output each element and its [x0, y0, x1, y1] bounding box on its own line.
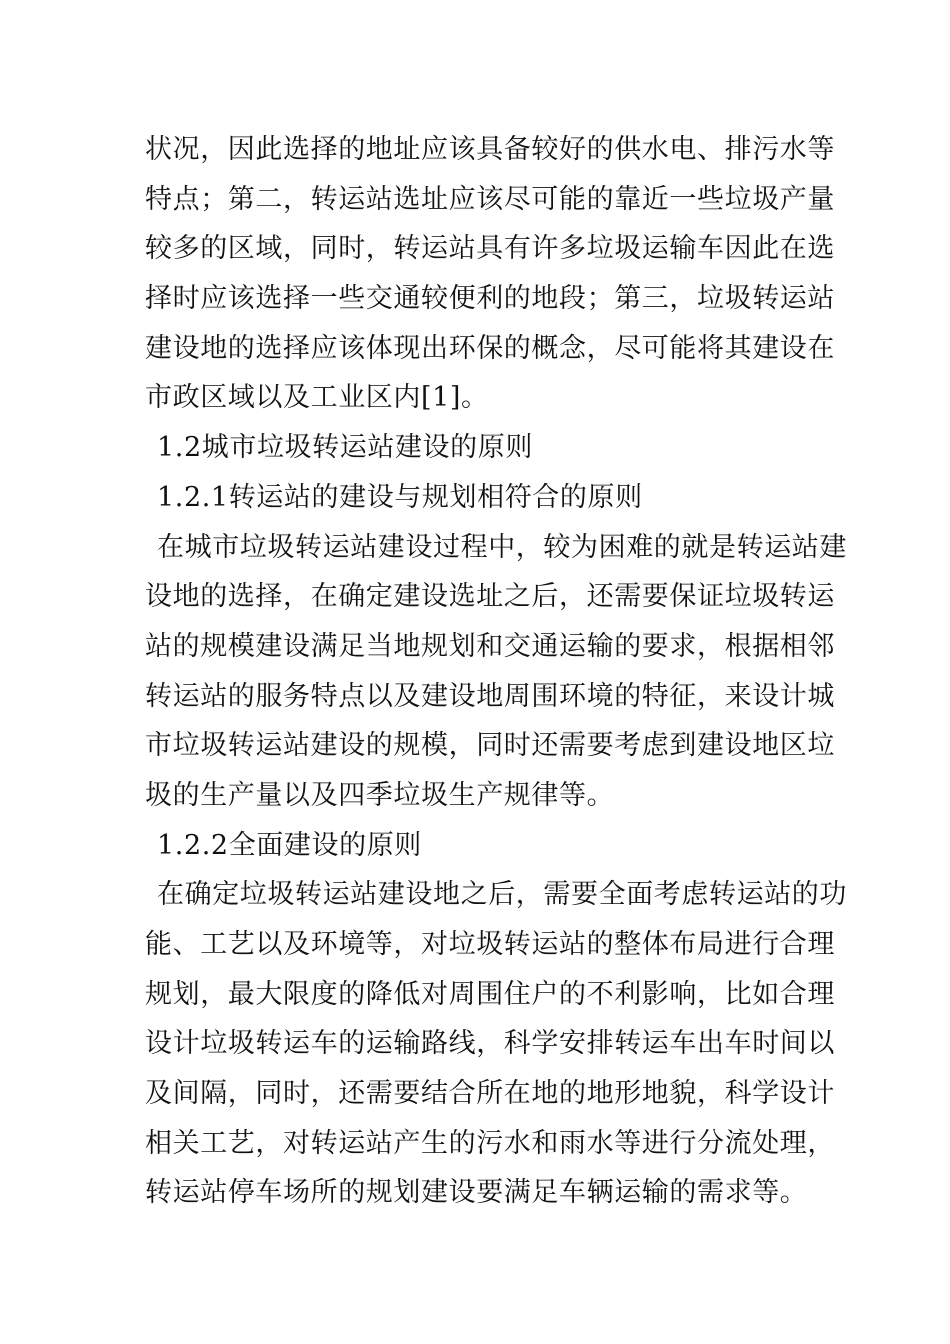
paragraph-line: 设地的选择，在确定建设选址之后，还需要保证垃圾转运	[145, 581, 835, 612]
paragraph-line: 转运站停车场所的规划建设要满足车辆运输的需求等。	[145, 1177, 808, 1208]
paragraph-line: 设计垃圾转运车的运输路线，科学安排转运车出车时间以	[145, 1028, 835, 1059]
paragraph-line: 特点；第二，转运站选址应该尽可能的靠近一些垃圾产量	[145, 184, 835, 215]
paragraph-line: 规划，最大限度的降低对周围住户的不利影响，比如合理	[145, 979, 835, 1010]
paragraph-line: 转运站的服务特点以及建设地周围环境的特征，来设计城	[145, 681, 835, 712]
paragraph-line: 建设地的选择应该体现出环保的概念，尽可能将其建设在	[145, 333, 835, 364]
paragraph-line: 相关工艺，对转运站产生的污水和雨水等进行分流处理，	[145, 1128, 835, 1159]
paragraph-line: 较多的区域，同时，转运站具有许多垃圾运输车因此在选	[145, 233, 835, 264]
paragraph-line: 择时应该选择一些交通较便利的地段；第三，垃圾转运站	[145, 283, 835, 314]
paragraph-line: 市垃圾转运站建设的规模，同时还需要考虑到建设地区垃	[145, 730, 835, 761]
paragraph-line: 及间隔，同时，还需要结合所在地的地形地貌，科学设计	[145, 1078, 835, 1109]
paragraph-line: 在城市垃圾转运站建设过程中，较为困难的就是转运站建	[157, 532, 847, 563]
paragraph-line: 状况，因此选择的地址应该具备较好的供水电、排污水等	[145, 134, 835, 165]
subsection-heading: 1.2.1转运站的建设与规划相符合的原则	[157, 482, 643, 513]
paragraph-line: 在确定垃圾转运站建设地之后，需要全面考虑转运站的功	[157, 879, 847, 910]
paragraph-line: 圾的生产量以及四季垃圾生产规律等。	[145, 780, 615, 811]
paragraph-line: 能、工艺以及环境等，对垃圾转运站的整体布局进行合理	[145, 929, 835, 960]
paragraph-line: 站的规模建设满足当地规划和交通运输的要求，根据相邻	[145, 631, 835, 662]
paragraph-line: 市政区域以及工业区内[1]。	[145, 382, 489, 413]
subsection-heading: 1.2.2全面建设的原则	[157, 830, 422, 861]
section-heading: 1.2城市垃圾转运站建设的原则	[157, 432, 533, 463]
